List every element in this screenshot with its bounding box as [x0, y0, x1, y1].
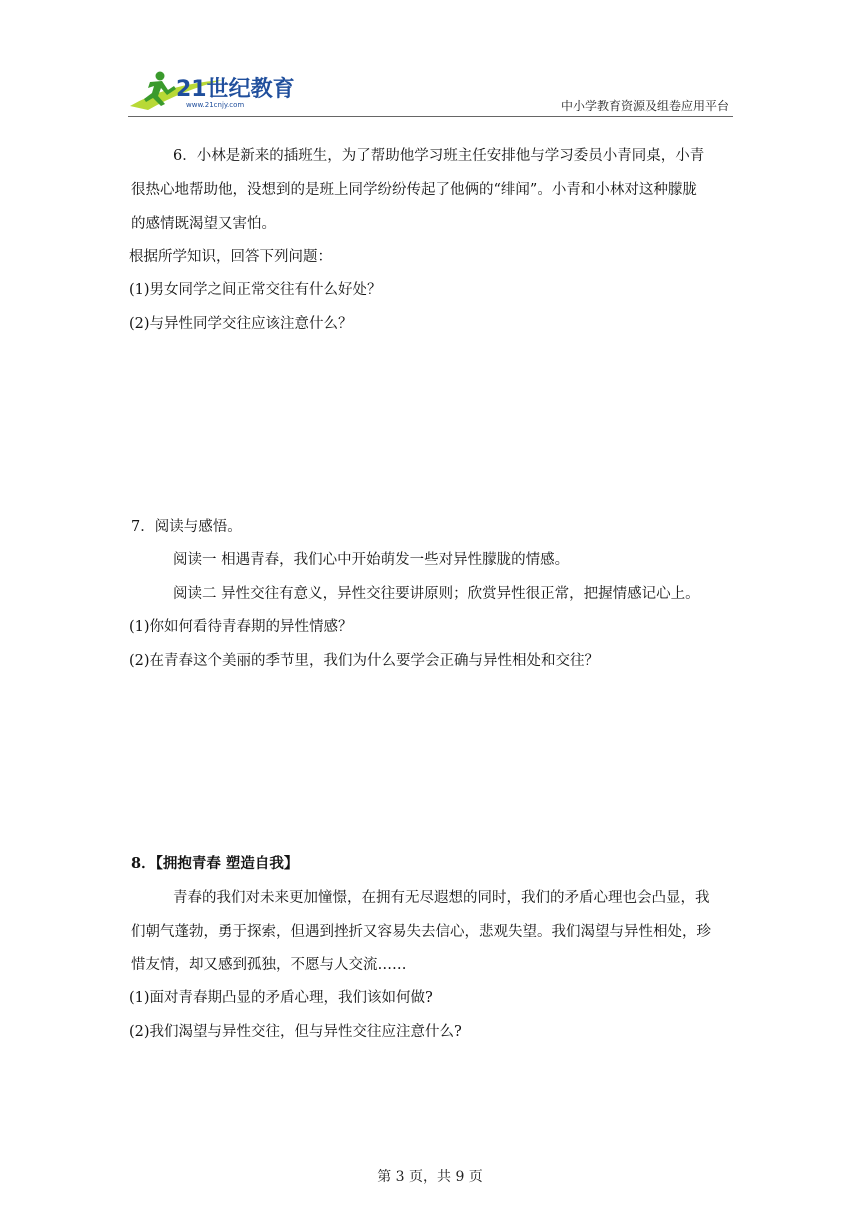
q8-title: 8．【拥抱青春 塑造自我】 — [131, 855, 299, 872]
q8-line-3: 惜友情，却又感到孤独，不愿与人交流…… — [131, 957, 407, 973]
q6-line-1: 6．小林是新来的插班生，为了帮助他学习班主任安排他与学习委员小青同桌，小青 — [173, 148, 705, 164]
q7-title: 7．阅读与感悟。 — [131, 519, 242, 535]
logo-text: 21世纪教育 — [176, 77, 295, 102]
platform-name: 中小学教育资源及组卷应用平台 — [560, 99, 729, 113]
logo-21cnjy — [128, 66, 298, 112]
q6-sub-question-1: (1)男女同学之间正常交往有什么好处？ — [129, 282, 382, 298]
q7-sub-question-1: (1)你如何看待青春期的异性情感？ — [129, 619, 353, 635]
q6-line-2: 很热心地帮助他，没想到的是班上同学纷纷传起了他俩的“绯闻”。小青和小林对这种朦胧 — [131, 182, 697, 198]
q7-reading-2: 阅读二 异性交往有意义，异性交往要讲原则；欣赏异性很正常，把握情感记心上。 — [173, 586, 700, 602]
q6-line-3: 的感情既渴望又害怕。 — [131, 216, 276, 232]
q8-line-1: 青春的我们对未来更加憧憬，在拥有无尽遐想的同时，我们的矛盾心理也会凸显，我 — [173, 890, 710, 906]
q6-prompt: 根据所学知识，回答下列问题： — [129, 249, 332, 265]
q6-sub-question-2: (2)与异性同学交往应该注意什么？ — [129, 316, 353, 332]
header-divider — [128, 116, 733, 117]
page-number: 第 3 页，共 9 页 — [377, 1169, 483, 1185]
page-header — [128, 66, 733, 118]
q8-line-2: 们朝气蓬勃，勇于探索，但遇到挫折又容易失去信心，悲观失望。我们渴望与异性相处，珍 — [131, 924, 711, 940]
q8-sub-question-1: (1)面对青春期凸显的矛盾心理，我们该如何做? — [129, 990, 433, 1006]
logo-url: www.21cnjy.com — [186, 101, 245, 109]
q8-sub-question-2: (2)我们渴望与异性交往，但与异性交往应注意什么? — [129, 1024, 462, 1040]
q7-reading-1: 阅读一 相遇青春，我们心中开始萌发一些对异性朦胧的情感。 — [173, 552, 570, 568]
q7-sub-question-2: (2)在青春这个美丽的季节里，我们为什么要学会正确与异性相处和交往？ — [129, 653, 600, 669]
